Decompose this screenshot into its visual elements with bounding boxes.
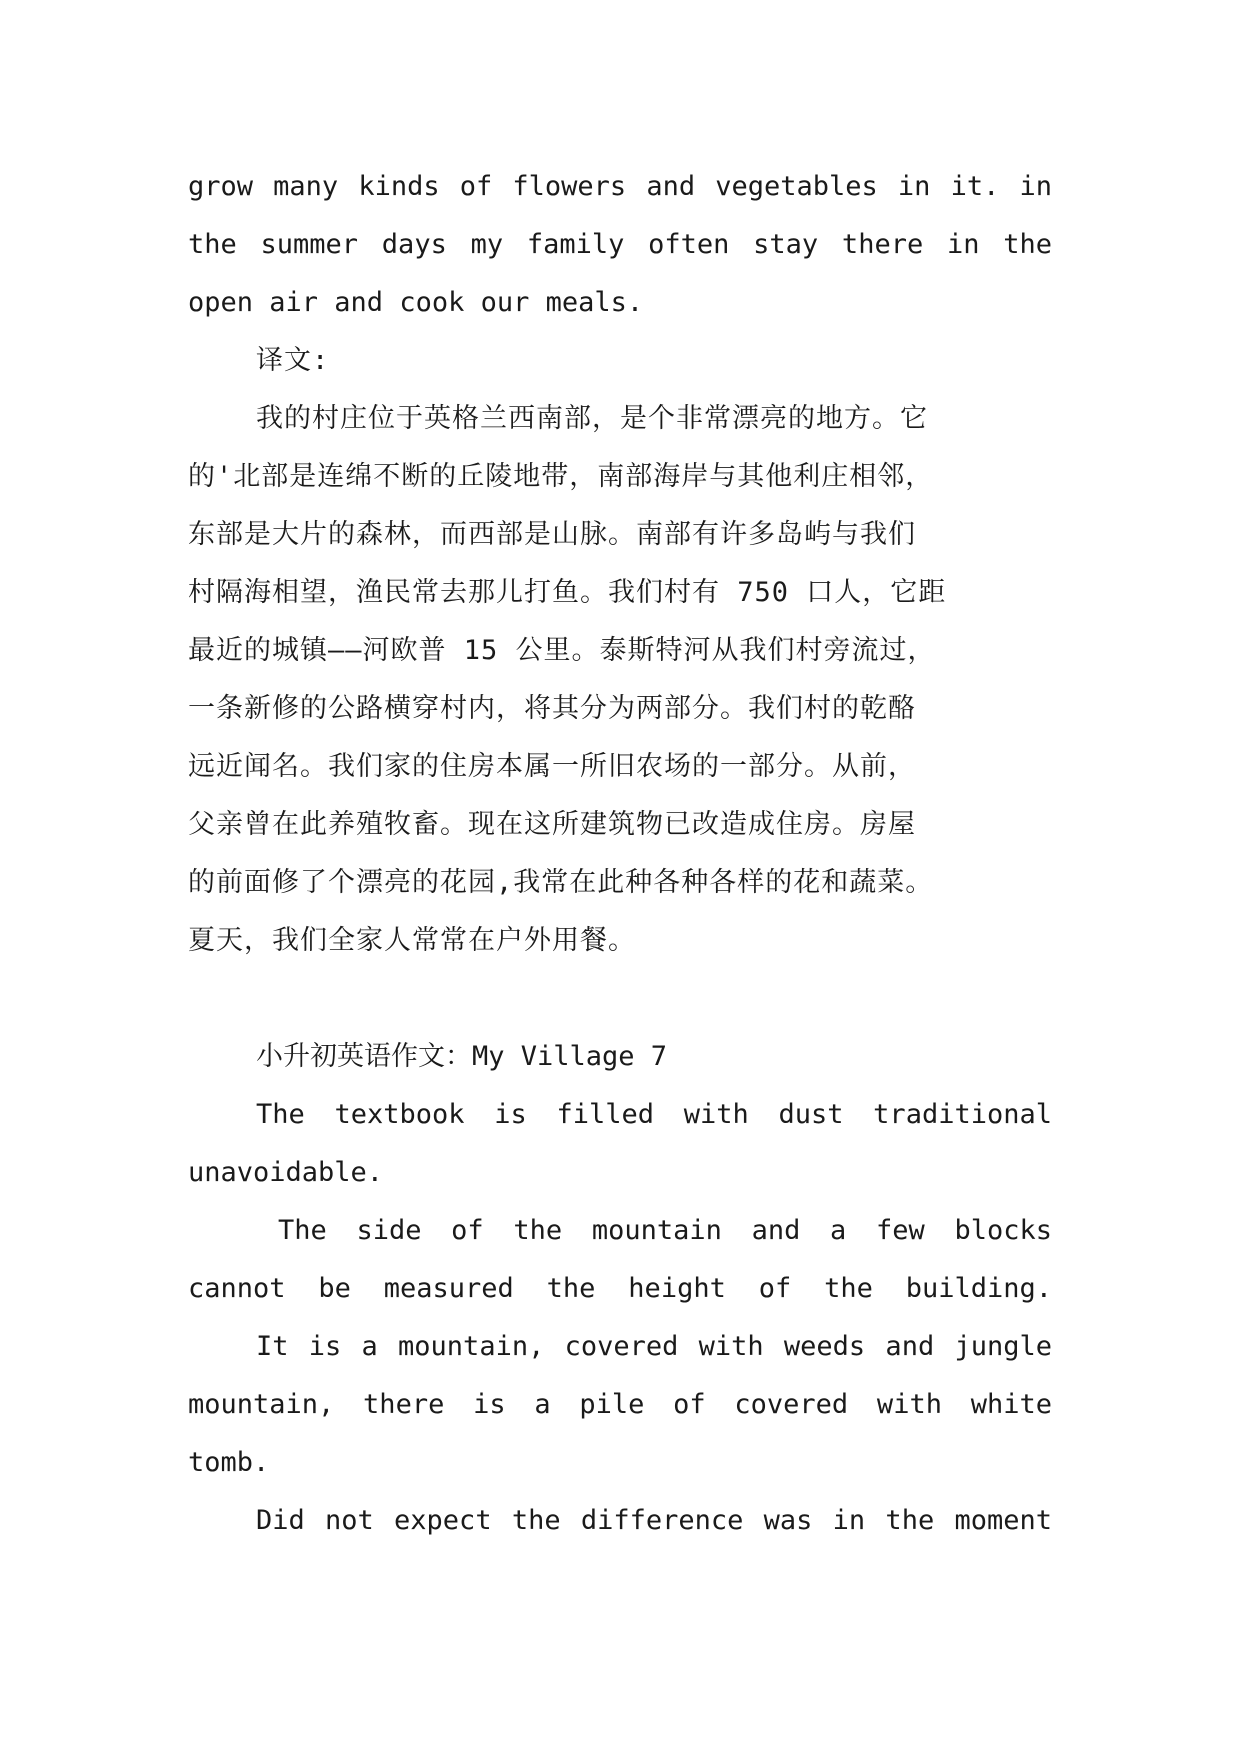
essay-line: Did not expect the difference was in the moment [256,1505,1052,1536]
paragraph-gap [188,970,1052,1028]
essay-line: It is a mountain, covered with weeds and jungle [256,1331,1052,1362]
essay-line: The textbook is filled with dust traditional [256,1099,1052,1130]
english-paragraph-line: grow many kinds of flowers and vegetables in it. in [188,171,1052,202]
translation-line: 村隔海相望，渔民常去那儿打鱼。我们村有 750 口人，它距 [188,577,947,608]
essay-line: cannot be measured the height of the building. [188,1273,1052,1304]
translation-line: 我的村庄位于英格兰西南部，是个非常漂亮的地方。它 [256,403,928,434]
essay-line: mountain, there is a pile of covered with white [188,1389,1052,1420]
essay-line: The side of the mountain and a few blocks [278,1215,1052,1246]
translation-line: 远近闻名。我们家的住房本属一所旧农场的一部分。从前， [188,751,916,782]
essay-line: unavoidable. [188,1157,384,1188]
translation-line: 的前面修了个漂亮的花园,我常在此种各种各样的花和蔬菜。 [188,867,934,898]
translation-line: 父亲曾在此养殖牧畜。现在这所建筑物已改造成住房。房屋 [188,809,916,840]
section-title: 小升初英语作文：My Village 7 [256,1041,668,1072]
english-paragraph-line: the summer days my family often stay there in the [188,229,1052,260]
translation-line: 的'北部是连绵不断的丘陵地带，南部海岸与其他利庄相邻， [188,461,934,492]
document-body [188,158,1052,1550]
translation-line: 东部是大片的森林，而西部是山脉。南部有许多岛屿与我们 [188,519,916,550]
translation-line: 夏天，我们全家人常常在户外用餐。 [188,925,636,956]
translation-line: 一条新修的公路横穿村内，将其分为两部分。我们村的乾酪 [188,693,916,724]
essay-line: tomb. [188,1447,270,1478]
translation-label: 译文: [256,345,330,376]
translation-line: 最近的城镇——河欧普 15 公里。泰斯特河从我们村旁流过， [188,635,936,666]
english-paragraph-line: open air and cook our meals. [188,287,644,318]
